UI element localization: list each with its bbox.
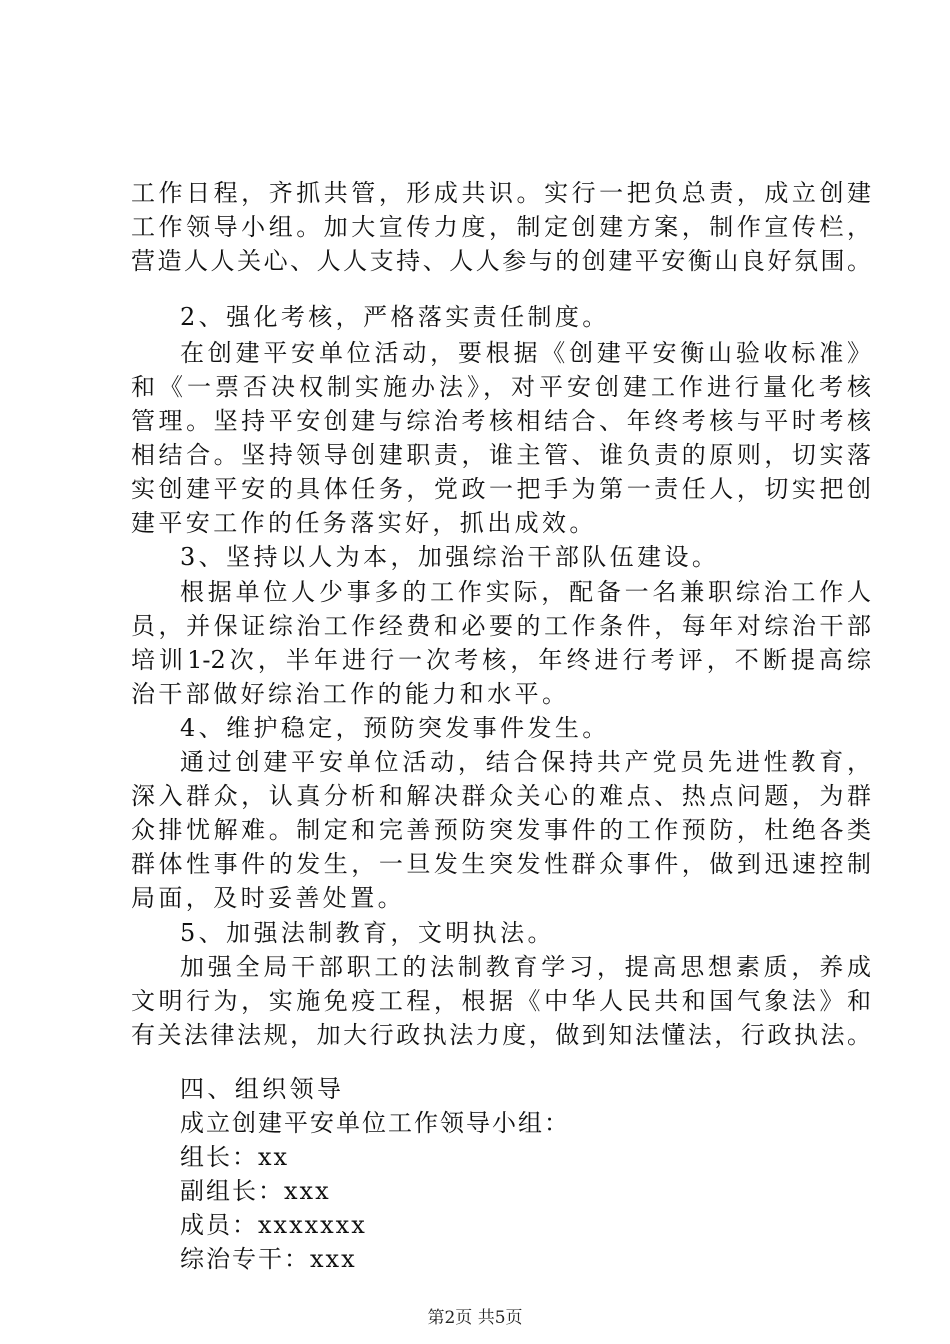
text-line: 综治专干：xxx [180,1245,357,1273]
text-line: 治干部做好综治工作的能力和水平。 [131,680,570,708]
section-heading: 5、加强法制教育，文明执法。 [180,919,555,947]
text-line: 在创建平安单位活动，要根据《创建平安衡山验收标准》 [180,339,871,367]
text-line: 管理。坚持平安创建与综治考核相结合、年终考核与平时考核 [131,407,871,435]
text-line: 群体性事件的发生，一旦发生突发性群众事件，做到迅速控制 [131,850,871,878]
text-line: 根据单位人少事多的工作实际，配备一名兼职综治工作人 [180,578,871,606]
text-line: 实创建平安的具体任务，党政一把手为第一责任人，切实把创 [131,475,871,503]
text-line: 建平安工作的任务落实好，抓出成效。 [131,509,597,537]
text-line: 工作领导小组。加大宣传力度，制定创建方案，制作宣传栏， [131,213,871,241]
section-heading: 3、坚持以人为本，加强综治干部队伍建设。 [180,543,720,571]
text-line: 相结合。坚持领导创建职责，谁主管、谁负责的原则，切实落 [131,441,871,469]
text-line: 和《一票否决权制实施办法》，对平安创建工作进行量化考核 [131,373,871,401]
text-line: 文明行为，实施免疫工程，根据《中华人民共和国气象法》和 [131,987,871,1015]
text-line: 成立创建平安单位工作领导小组： [180,1109,570,1137]
text-line: 深入群众，认真分析和解决群众关心的难点、热点问题，为群 [131,782,871,810]
page-footer: 第2页 共5页 [427,1308,523,1328]
text-line: 营造人人关心、人人支持、人人参与的创建平安衡山良好氛围。 [131,247,871,275]
text-line: 培训1-2次，半年进行一次考核，年终进行考评，不断提高综 [131,646,871,674]
section-heading: 2、强化考核，严格落实责任制度。 [180,303,610,331]
text-line: 局面，及时妥善处置。 [131,884,405,912]
text-line: 工作日程，齐抓共管，形成共识。实行一把负总责，成立创建 [131,179,871,207]
text-line: 众排忧解难。制定和完善预防突发事件的工作预防，杜绝各类 [131,816,871,844]
text-line: 组长：xx [180,1143,290,1171]
text-line: 通过创建平安单位活动，结合保持共产党员先进性教育， [180,748,871,776]
text-line: 成员：xxxxxxx [180,1211,367,1239]
text-line: 有关法律法规，加大行政执法力度，做到知法懂法，行政执法。 [131,1021,871,1049]
text-line: 加强全局干部职工的法制教育学习，提高思想素质，养成 [180,953,871,981]
section-heading: 4、维护稳定，预防突发事件发生。 [180,714,610,742]
section-heading: 四、组织领导 [180,1075,345,1103]
text-line: 副组长：xxx [180,1177,331,1205]
text-line: 员，并保证综治工作经费和必要的工作条件，每年对综治干部 [131,612,871,640]
